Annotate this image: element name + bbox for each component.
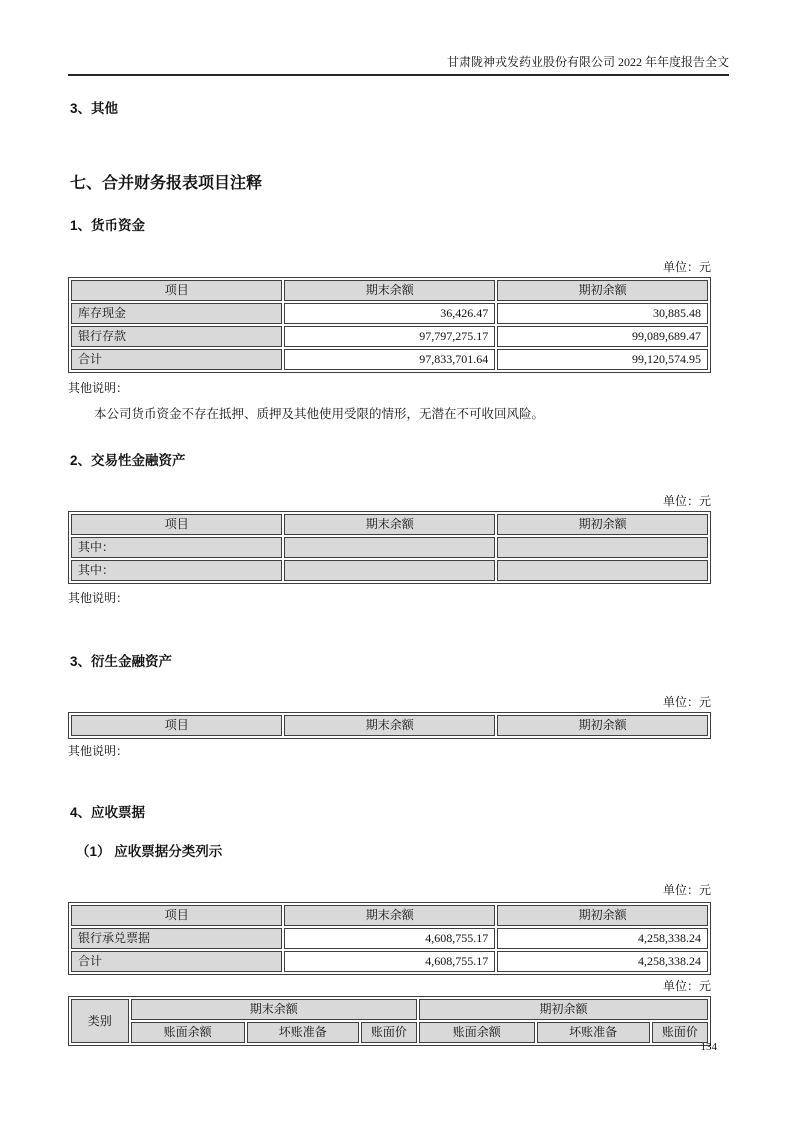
- cell-beginning-balance: 4,258,338.24: [497, 928, 708, 949]
- group-header-beginning-balance: 期初余额: [419, 999, 708, 1020]
- cell-beginning-balance: [497, 537, 708, 558]
- column-header-beginning-balance: 期初余额: [497, 715, 708, 736]
- table-row-cash-on-hand: [71, 303, 708, 324]
- cell-item: 银行存款: [71, 326, 282, 347]
- column-header-bad-debt-provision: 坏账准备: [537, 1022, 650, 1043]
- page-content: [68, 102, 711, 1046]
- group-header-ending-balance: 期末余额: [131, 999, 418, 1020]
- column-header-ending-balance: 期末余额: [284, 514, 495, 535]
- heading-trading-financial-assets: 2、交易性金融资产: [70, 453, 186, 468]
- cell-item: 合计: [71, 349, 282, 370]
- column-header-beginning-balance: 期初余额: [497, 280, 708, 301]
- monetary-funds-note: 本公司货币资金不存在抵押、质押及其他使用受限的情形，无潜在不可收回风险。: [94, 407, 545, 421]
- column-header-beginning-balance: 期初余额: [497, 514, 708, 535]
- heading-consolidated-notes: 七、合并财务报表项目注释: [70, 175, 263, 192]
- other-notes-label: 其他说明：: [68, 381, 129, 395]
- column-header-item: 项目: [71, 280, 282, 301]
- cell-ending-balance: [284, 537, 495, 558]
- column-header-ending-balance: 期末余额: [284, 715, 495, 736]
- column-header-item: 项目: [71, 514, 282, 535]
- column-header-bad-debt-provision: 坏账准备: [247, 1022, 359, 1043]
- column-header-book-value: 账面价: [361, 1022, 417, 1043]
- cell-item: 其中：: [71, 537, 282, 558]
- trading-financial-assets-table: [68, 511, 711, 584]
- column-header-ending-balance: 期末余额: [284, 280, 495, 301]
- cell-item: 银行承兑票据: [71, 928, 282, 949]
- unit-label-monetary-funds: 单位：元: [662, 260, 711, 274]
- column-header-item: 项目: [71, 715, 282, 736]
- column-header-book-value: 账面价: [652, 1022, 708, 1043]
- cell-item: 合计: [71, 951, 282, 972]
- table-header-row: [71, 514, 708, 535]
- cell-beginning-balance: 4,258,338.24: [497, 951, 708, 972]
- cell-ending-balance: 97,833,701.64: [284, 349, 495, 370]
- table-sub-header-row: [71, 1022, 708, 1043]
- cell-ending-balance: 36,426.47: [284, 303, 495, 324]
- notes-receivable-classification-table: [68, 902, 711, 975]
- column-header-ending-balance: 期末余额: [284, 905, 495, 926]
- cell-ending-balance: [284, 560, 495, 581]
- heading-monetary-funds: 1、货币资金: [70, 218, 146, 233]
- table-row-bank-acceptance-bills: [71, 928, 708, 949]
- other-notes-label: 其他说明：: [68, 591, 129, 605]
- table-header-row: [71, 280, 708, 301]
- cell-beginning-balance: 99,089,689.47: [497, 326, 708, 347]
- table-row-including: [71, 560, 708, 581]
- heading-derivative-financial-assets: 3、衍生金融资产: [70, 654, 173, 669]
- heading-notes-receivable: 4、应收票据: [70, 805, 146, 820]
- cell-beginning-balance: 30,885.48: [497, 303, 708, 324]
- table-header-row: [71, 905, 708, 926]
- heading-other: 3、其他: [70, 101, 119, 116]
- monetary-funds-table: [68, 277, 711, 373]
- column-header-beginning-balance: 期初余额: [497, 905, 708, 926]
- table-row-total: [71, 951, 708, 972]
- unit-label-trading-assets: 单位：元: [662, 494, 711, 508]
- table-row-total: [71, 349, 708, 370]
- cell-ending-balance: 4,608,755.17: [284, 928, 495, 949]
- cell-item: 其中：: [71, 560, 282, 581]
- column-header-book-balance: 账面余额: [131, 1022, 245, 1043]
- page-number: 134: [700, 1041, 717, 1053]
- cell-ending-balance: 97,797,275.17: [284, 326, 495, 347]
- cell-item: 库存现金: [71, 303, 282, 324]
- table-group-header-row: [71, 999, 708, 1020]
- table-header-row: [71, 715, 708, 736]
- cell-beginning-balance: 99,120,574.95: [497, 349, 708, 370]
- heading-notes-receivable-classification: （1） 应收票据分类列示: [76, 844, 223, 859]
- derivative-financial-assets-table: [68, 712, 711, 739]
- notes-receivable-breakdown-table: [68, 996, 711, 1046]
- column-header-item: 项目: [71, 905, 282, 926]
- table-row-bank-deposits: [71, 326, 708, 347]
- column-header-category: 类别: [71, 999, 129, 1043]
- unit-label-derivative-assets: 单位：元: [662, 695, 711, 709]
- cell-beginning-balance: [497, 560, 708, 581]
- other-notes-label: 其他说明：: [68, 744, 129, 758]
- cell-ending-balance: 4,608,755.17: [284, 951, 495, 972]
- page-header: [68, 0, 729, 76]
- unit-label-notes-receivable-breakdown: 单位：元: [662, 979, 711, 993]
- table-row-including: [71, 537, 708, 558]
- page-header-title: 甘肃陇神戎发药业股份有限公司 2022 年年度报告全文: [446, 55, 729, 69]
- unit-label-notes-receivable: 单位：元: [662, 883, 711, 897]
- column-header-book-balance: 账面余额: [419, 1022, 535, 1043]
